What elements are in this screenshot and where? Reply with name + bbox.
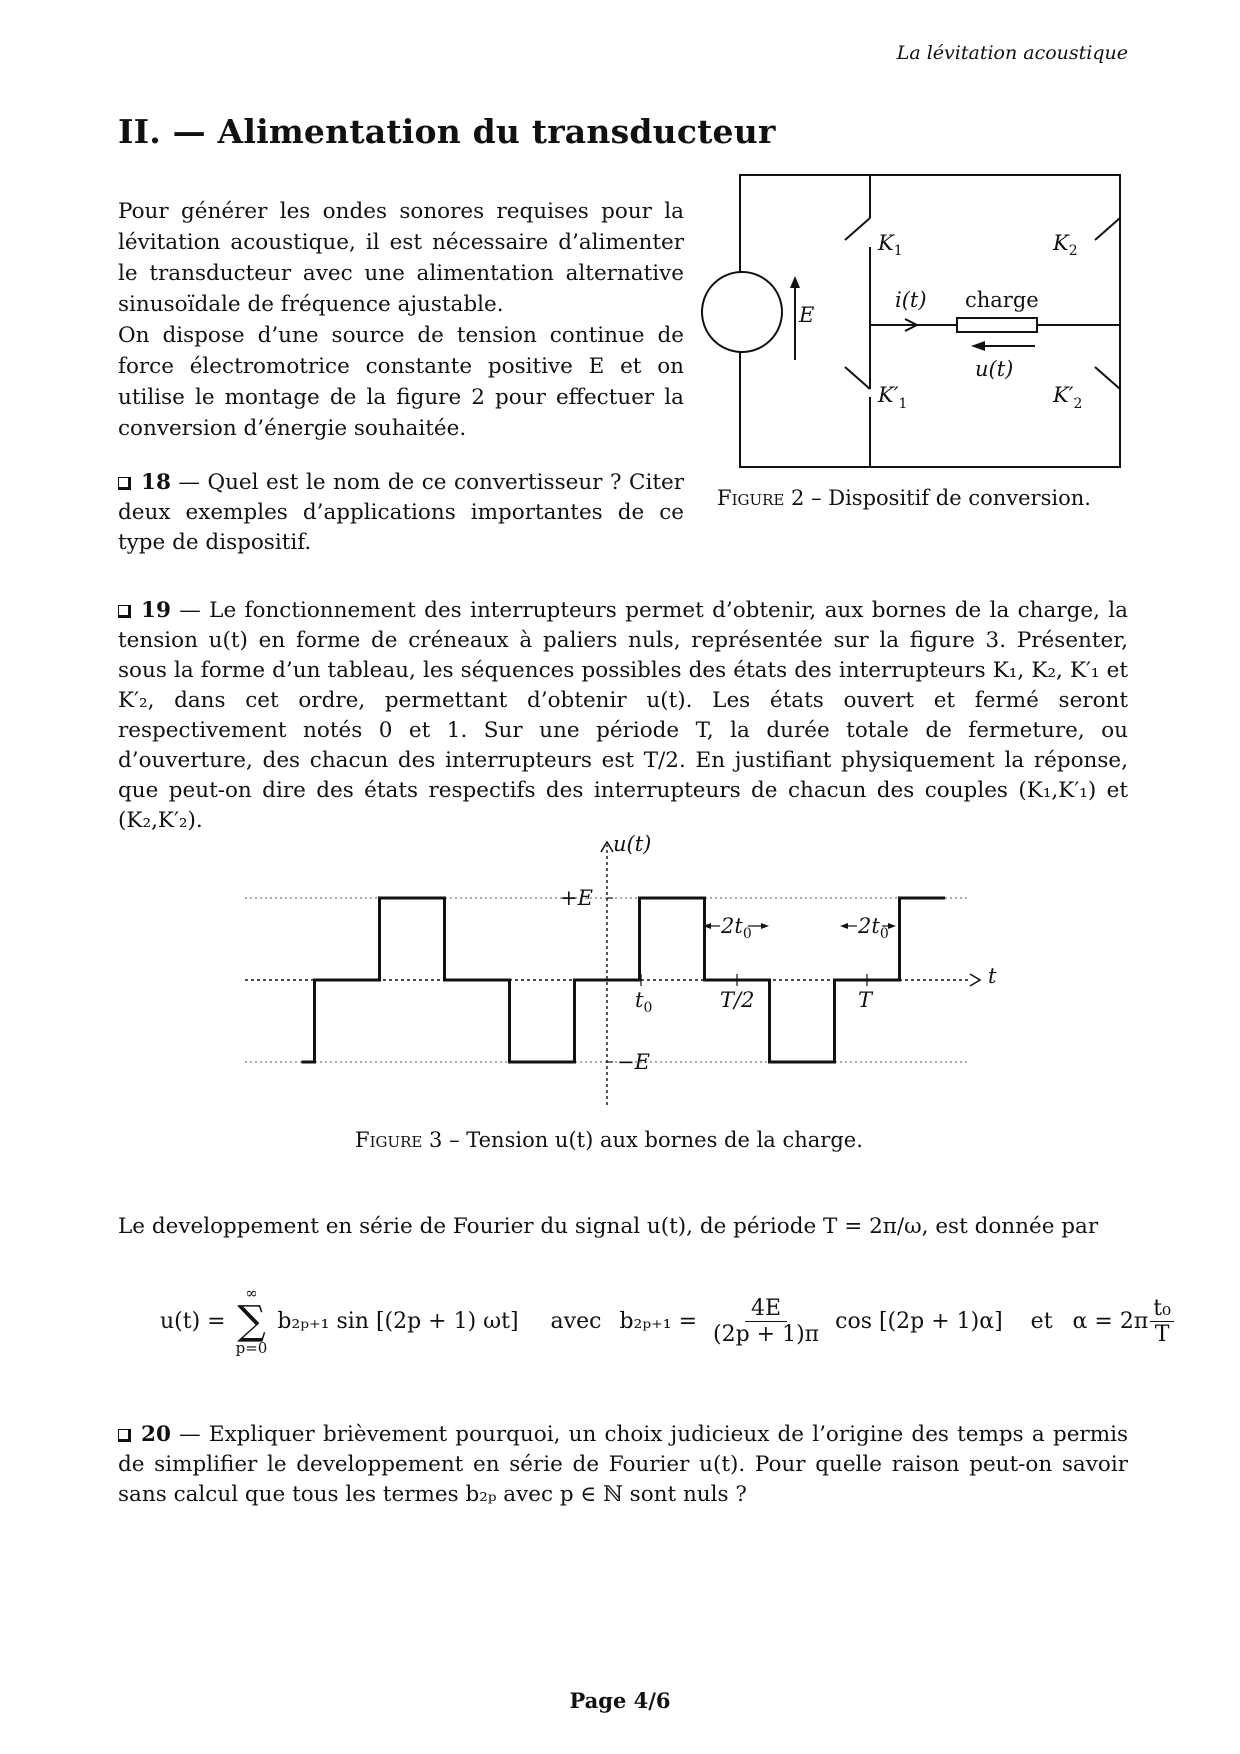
switch-k2p	[1095, 367, 1120, 389]
figure-3-chart	[230, 830, 1010, 1110]
label-2t0-a-sub: 0	[742, 926, 752, 942]
svg-text:K1	[877, 231, 903, 259]
svg-text:2t0	[720, 914, 752, 942]
question-19	[118, 596, 1128, 836]
dim-arrow-left-icon	[840, 923, 848, 929]
label-voltage: u(t)	[975, 357, 1014, 381]
question-dash: —	[170, 598, 210, 623]
formula-term: b₂ₚ₊₁ sin [(2p + 1) ωt]	[277, 1308, 519, 1334]
question-text: Expliquer brièvement pourquoi, un choix judicieux de l’origine des temps a permis de simplifier le developpement en série de Fourier u(t). Pour quelle raison peut-on savoir sans calcul que tous les termes b₂ₚ avec p ∈ ℕ sont nuls ?	[118, 1422, 1128, 1507]
voltage-source	[702, 272, 782, 352]
svg-text:K′1	[877, 383, 907, 412]
alpha-fraction	[1150, 1296, 1174, 1347]
fraction-den: (2p + 1)π	[713, 1321, 820, 1347]
question-dash: —	[170, 1422, 209, 1447]
section-title: II. — Alimentation du transducteur	[118, 112, 776, 151]
intro-p1: Pour générer les ondes sonores requises pour la lévitation acoustique, il est nécessaire d’alimenter le transducteur avec une alimentation alternative sinusoïdale de fréquence ajustable.	[118, 199, 684, 317]
question-number: 18	[141, 470, 171, 495]
formula-cos: cos [(2p + 1)α]	[835, 1308, 1003, 1334]
y-axis-label: u(t)	[613, 832, 652, 856]
question-20	[118, 1420, 1128, 1510]
label-2t0-b: 2t	[858, 914, 880, 938]
switch-k1	[845, 218, 870, 240]
formula-coef: b₂ₚ₊₁ =	[619, 1308, 697, 1334]
figure-2-text: – Dispositif de conversion.	[804, 486, 1091, 510]
formula-fraction	[707, 1296, 825, 1347]
circuit-frame	[740, 175, 1120, 467]
label-t0: t	[635, 988, 644, 1012]
label-minus-e: −E	[617, 1050, 650, 1074]
label-k2: K	[1053, 231, 1069, 255]
fourier-formula	[160, 1286, 1174, 1356]
label-t0-sub: 0	[643, 1000, 653, 1016]
sigma-icon: ∑	[237, 1298, 266, 1344]
source-arrow-icon	[790, 276, 800, 288]
alpha-num: t₀	[1150, 1296, 1174, 1322]
label-k2p: K′	[1053, 383, 1074, 407]
dim-arrow-right-icon	[888, 923, 896, 929]
intro-paragraph	[118, 196, 684, 444]
switch-k1p	[845, 367, 870, 389]
voltage-arrow-icon	[971, 341, 985, 351]
label-half-t: T/2	[720, 988, 755, 1012]
svg-text:K′2	[1052, 383, 1082, 412]
alpha-den: T	[1154, 1321, 1170, 1347]
fraction-num: 4E	[745, 1296, 787, 1322]
question-text: Quel est le nom de ce convertisseur ? Citer deux exemples d’applications importantes de ce type de dispositif.	[118, 470, 684, 555]
label-k2-sub: 2	[1068, 243, 1078, 259]
question-number: 19	[141, 598, 171, 623]
fourier-intro: Le developpement en série de Fourier du signal u(t), de période T = 2π/ω, est donnée par	[118, 1214, 1099, 1239]
label-t: T	[858, 988, 873, 1012]
label-current: i(t)	[895, 288, 927, 312]
label-2t0-b-sub: 0	[879, 926, 889, 942]
question-18	[118, 468, 684, 558]
figure-2-caption	[717, 486, 1091, 510]
figure-2-circuit	[695, 170, 1135, 480]
formula-lhs: u(t) =	[160, 1308, 226, 1334]
figure-3-label: Figure 3	[355, 1128, 443, 1152]
formula-alpha: α = 2π	[1072, 1308, 1149, 1334]
formula-et: et	[1030, 1308, 1053, 1334]
switch-k2	[1095, 218, 1120, 240]
x-axis-arrow-icon	[970, 974, 980, 986]
label-k1p: K′	[878, 383, 899, 407]
sum-top: ∞	[245, 1284, 258, 1302]
label-source-e: E	[799, 303, 815, 327]
svg-text:t0	[635, 988, 652, 1016]
question-dash: —	[170, 470, 208, 495]
load-resistor	[957, 318, 1037, 332]
label-k1p-sub: 1	[898, 396, 908, 412]
figure-3-text: – Tension u(t) aux bornes de la charge.	[442, 1128, 863, 1152]
x-axis-label: t	[988, 964, 997, 988]
label-k1: K	[878, 231, 894, 255]
label-2t0-a: 2t	[721, 914, 743, 938]
svg-text:K2	[1052, 231, 1078, 259]
formula-avec: avec	[550, 1308, 602, 1334]
page-number: Page 4/6	[569, 1688, 671, 1713]
dim-arrow-right-icon	[761, 923, 769, 929]
svg-text:2t0	[857, 914, 889, 942]
figure-2-label: Figure 2	[717, 486, 805, 510]
checkbox-icon	[118, 1429, 131, 1442]
figure-3-caption	[355, 1128, 863, 1152]
checkbox-icon	[118, 477, 131, 490]
sum-bottom: p=0	[235, 1339, 268, 1357]
label-k2p-sub: 2	[1073, 396, 1083, 412]
sum-operator	[236, 1286, 268, 1356]
question-text: Le fonctionnement des interrupteurs permet d’obtenir, aux bornes de la charge, la tension u(t) en forme de créneaux à paliers nuls, représentée sur la figure 3. Présenter, sous la forme d’un tableau, les séquences possibles des états des interrupteurs K₁, K₂, K′₁ et K′₂, dans cet ordre, permettant d’obtenir u(t). Les états ouvert et fermé seront respectivement notés 0 et 1. Sur une période T, la durée totale de fermeture, ou d’ouverture, des chacun des interrupteurs est T/2. En justifiant physiquement la réponse, que peut-on dire des états respectifs des interrupteurs de chacun des couples (K₁,K′₁) et (K₂,K′₂).	[118, 598, 1129, 833]
label-k1-sub: 1	[893, 243, 903, 259]
checkbox-icon	[118, 605, 131, 618]
running-header: La lévitation acoustique	[896, 42, 1128, 64]
intro-p2: On dispose d’une source de tension continue de force électromotrice constante positive E et on utilise le montage de la figure 2 pour effectuer la conversion d’énergie souhaitée.	[118, 323, 684, 441]
waveform-series	[302, 898, 946, 1062]
label-plus-e: +E	[560, 886, 593, 910]
label-load: charge	[965, 288, 1039, 312]
question-number: 20	[141, 1422, 171, 1447]
